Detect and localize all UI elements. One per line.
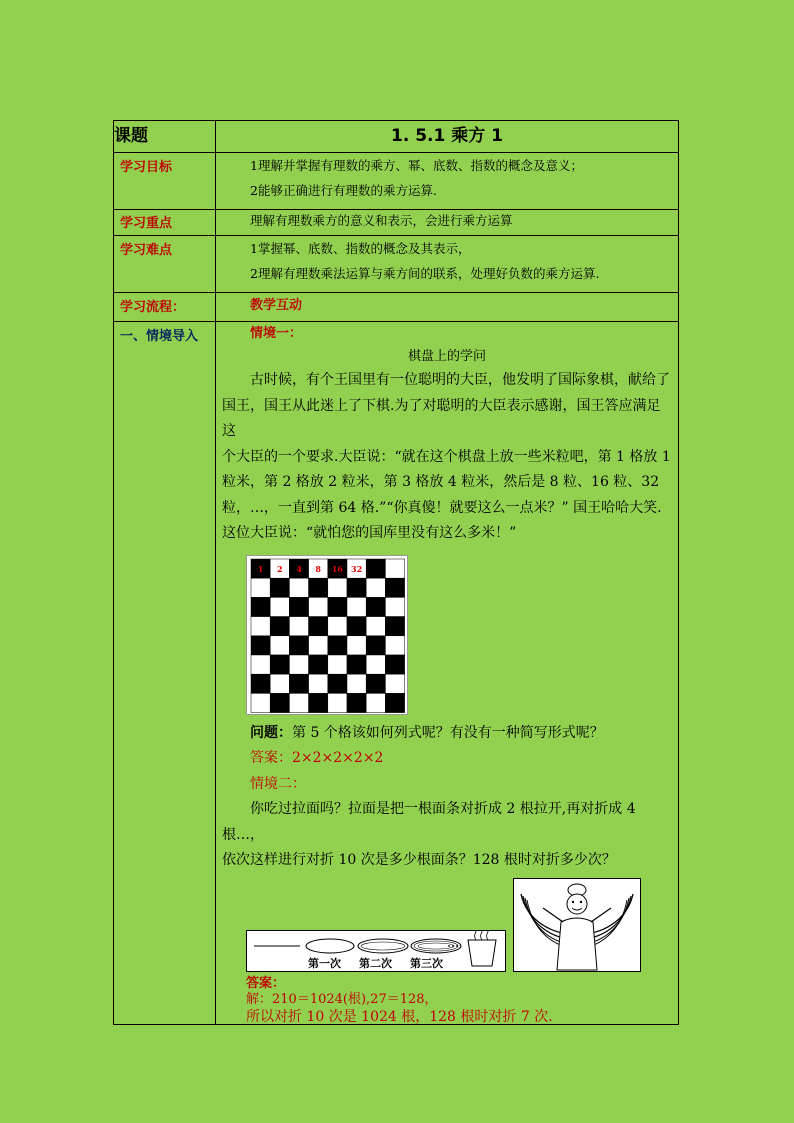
story-line: 个大臣的一个要求.大臣说：“就在这个棋盘上放一些米粒吧，第 1 格放 1 [222, 448, 671, 465]
scene2-line: 你吃过拉面吗？拉面是把一根面条对折成 2 根拉开,再对折成 4 根…， [222, 801, 636, 843]
board-square [366, 693, 385, 712]
fold-label: 第二次 [359, 956, 392, 970]
board-square [270, 635, 289, 654]
board-square [366, 655, 385, 674]
board-square [309, 674, 328, 693]
board-square [289, 578, 308, 597]
board-square [270, 693, 289, 712]
board-square [270, 674, 289, 693]
board-number: 1 [257, 563, 264, 574]
story-line: 粒米，第 2 格放 2 粒米，第 3 格放 4 粒米，然后是 8 粒、16 粒、32 [222, 474, 660, 490]
board-square [251, 578, 270, 597]
focus-label: 学习重点 [120, 216, 173, 231]
chessboard-figure [246, 555, 408, 715]
board-square [347, 635, 366, 654]
process-right: 教学互动 [250, 298, 303, 313]
goal-line: 2能够正确进行有理数的乘方运算. [250, 183, 437, 198]
difficulty-line: 2理解有理数乘法运算与乘方间的联系，处理好负数的乘方运算. [250, 266, 600, 281]
board-square [251, 693, 270, 712]
question-label: 问题： [250, 724, 292, 741]
board-square [366, 578, 385, 597]
board-square [289, 655, 308, 674]
board-number: 16 [331, 563, 343, 574]
board-square [347, 597, 366, 616]
board-square [385, 559, 404, 578]
board-square [347, 693, 366, 712]
scene1-heading: 情境一： [250, 326, 303, 341]
board-square [385, 635, 404, 654]
board-square [385, 693, 404, 712]
answer2-line: 所以对折 10 次是 1024 根，128 根时对折 7 次. [246, 1008, 553, 1025]
board-square [347, 616, 366, 635]
story-line: 粒，…，一直到第 64 格.”“你真傻！就要这么一点米？” 国王哈哈大笑. [222, 499, 662, 516]
difficulty-line: 1掌握幂、底数、指数的概念及其表示， [250, 241, 471, 256]
answer2-label: 答案： [246, 975, 286, 991]
board-number: 32 [351, 563, 363, 574]
board-square [328, 578, 347, 597]
board-number: 8 [315, 563, 321, 574]
board-square [309, 693, 328, 712]
board-square [366, 635, 385, 654]
board-square [347, 578, 366, 597]
board-square [289, 635, 308, 654]
board-number: 4 [296, 563, 302, 574]
board-square [328, 616, 347, 635]
board-square [270, 616, 289, 635]
board-square [270, 578, 289, 597]
header-label: 课题 [114, 121, 216, 153]
board-number: 2 [277, 563, 283, 574]
board-square [309, 597, 328, 616]
board-square [366, 559, 385, 578]
goal-line: 1理解并掌握有理数的乘方、幂、底数、指数的概念及意义； [250, 158, 583, 173]
board-square [328, 674, 347, 693]
board-square [270, 655, 289, 674]
difficulty-row [114, 236, 679, 293]
question-text: 第 5 个格该如何列式呢？有没有一种简写形式呢？ [292, 724, 604, 741]
header-row [114, 121, 679, 153]
board-square [366, 616, 385, 635]
board-square [289, 616, 308, 635]
focus-text: 理解有理数乘方的意义和表示，会进行乘方运算 [250, 213, 513, 228]
board-square [385, 616, 404, 635]
answer1-label: 答案： [250, 750, 292, 766]
board-square [289, 674, 308, 693]
answer1-text: 2×2×2×2×2 [292, 750, 384, 766]
answer2-line: 解：210＝1024(根),27＝128， [246, 991, 438, 1007]
fold-label: 第三次 [410, 956, 443, 970]
board-square [385, 655, 404, 674]
section1-label: 一、情境导入 [120, 329, 199, 344]
board-square [366, 674, 385, 693]
board-square [289, 693, 308, 712]
board-square [309, 616, 328, 635]
board-square [385, 674, 404, 693]
lesson-title: 1. 5.1 乘方 1 [216, 121, 679, 153]
scene2-line: 依次这样进行对折 10 次是多少根面条？128 根时对折多少次？ [222, 852, 616, 868]
board-square [251, 655, 270, 674]
board-square [328, 635, 347, 654]
difficulty-label: 学习难点 [120, 243, 173, 258]
answer2-block [246, 976, 646, 1027]
goals-row [114, 153, 679, 210]
section1-row [114, 322, 679, 1025]
board-square [385, 597, 404, 616]
scene2-heading: 情境二： [250, 775, 306, 792]
board-square [251, 674, 270, 693]
board-square [328, 655, 347, 674]
board-square [328, 693, 347, 712]
goals-label: 学习目标 [120, 160, 173, 175]
board-square [366, 597, 385, 616]
board-square [251, 635, 270, 654]
noodle-figures [210, 874, 678, 1024]
board-square [270, 597, 289, 616]
story-line: 古时候，有个王国里有一位聪明的大臣，他发明了国际象棋，献给了 [250, 372, 670, 388]
story-line: 国王，国王从此迷上了下棋.为了对聪明的大臣表示感谢，国王答应满足这 [222, 397, 661, 439]
board-square [251, 616, 270, 635]
fold-label: 第一次 [308, 956, 341, 970]
process-row [114, 293, 679, 322]
noodle-folding-diagram [246, 930, 506, 972]
board-square [385, 578, 404, 597]
board-square [347, 674, 366, 693]
story-line: 这位大臣说：“就怕您的国库里没有这么多米！” [222, 525, 517, 541]
board-square [309, 578, 328, 597]
board-square [328, 597, 347, 616]
focus-row [114, 210, 679, 236]
process-label: 学习流程： [120, 300, 186, 315]
lesson-table [113, 120, 679, 1025]
story-title: 棋盘上的学问 [407, 349, 486, 364]
board-square [289, 597, 308, 616]
board-square [309, 655, 328, 674]
board-square [251, 597, 270, 616]
board-square [347, 655, 366, 674]
noodle-chef-picture [513, 878, 641, 972]
board-square [309, 635, 328, 654]
